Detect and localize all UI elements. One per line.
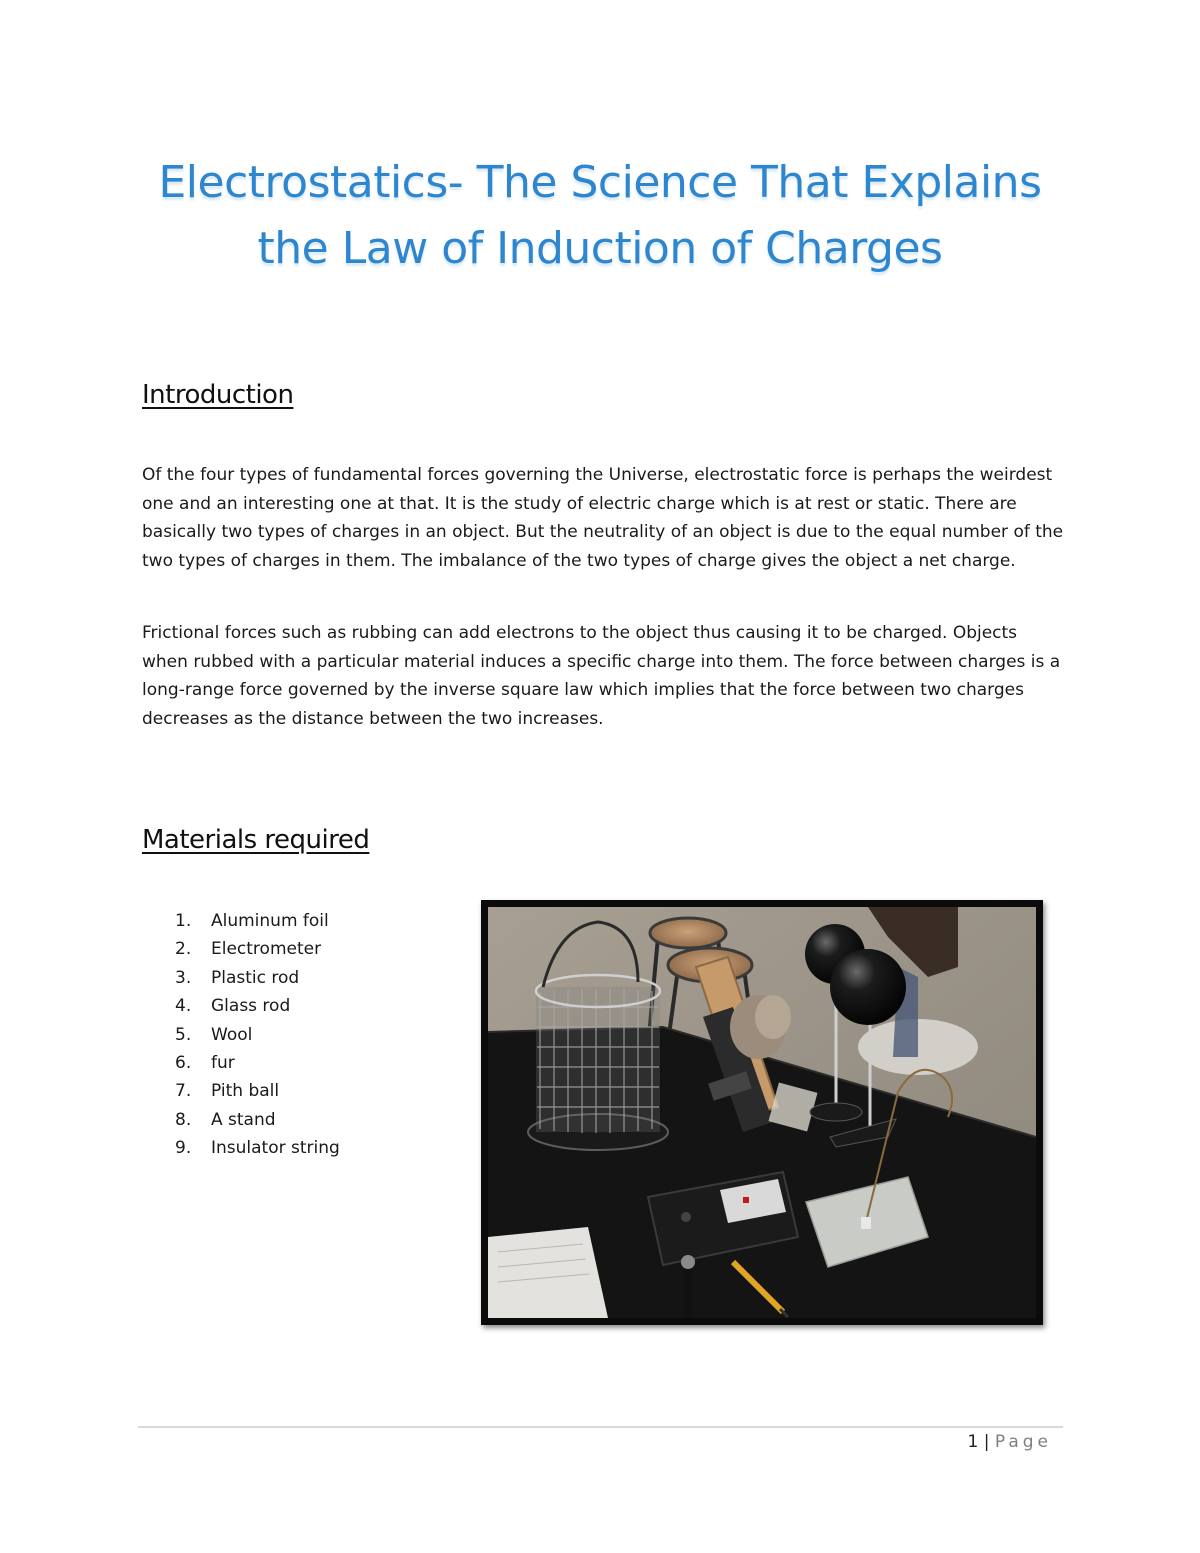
list-item: 8. A stand xyxy=(175,1109,276,1130)
introduction-paragraph-1: Of the four types of fundamental forces governing the Universe, electrostatic force is perhaps the weirdest one and an interesting one at that. It is the study of electric charge which is at rest or static. There are basically two types of charges in an object. But the neutrality of an object is due to the equal number of the two types of charges in them. The imbalance of the two types of charge gives the object a net charge. xyxy=(142,465,1064,571)
page-footer xyxy=(967,1432,1052,1452)
page-number: 1 xyxy=(967,1432,979,1452)
page-label: Page xyxy=(994,1432,1052,1452)
title-line-1: Electrostatics- The Science That Explains xyxy=(158,157,1042,208)
list-item: 4. Glass rod xyxy=(175,996,291,1017)
list-item: 6. fur xyxy=(175,1052,235,1073)
document-title xyxy=(100,150,1100,282)
list-item: 9. Insulator string xyxy=(175,1138,340,1159)
list-item: 3. Plastic rod xyxy=(175,967,300,988)
lab-equipment-illustration xyxy=(488,907,1036,1318)
footer-divider xyxy=(138,1426,1063,1428)
list-item: 2. Electrometer xyxy=(175,939,322,960)
list-item: 1. Aluminum foil xyxy=(175,911,329,931)
introduction-paragraph-2: Frictional forces such as rubbing can add electrons to the object thus causing it to be charged. Objects when rubbed with a particular material induces a specific charge into them. The force between charges is a long-range force governed by the inverse square law which implies that the force between two charges decreases as the distance between the two increases. xyxy=(142,623,1061,729)
materials-list xyxy=(175,907,340,1163)
title-line-2: the Law of Induction of Charges xyxy=(257,223,943,274)
footer-separator: | xyxy=(983,1432,990,1452)
introduction-heading: Introduction xyxy=(142,380,294,410)
lab-equipment-photo xyxy=(481,900,1043,1325)
materials-heading: Materials required xyxy=(142,825,370,855)
list-item: 7. Pith ball xyxy=(175,1081,280,1102)
list-item: 5. Wool xyxy=(175,1024,253,1045)
